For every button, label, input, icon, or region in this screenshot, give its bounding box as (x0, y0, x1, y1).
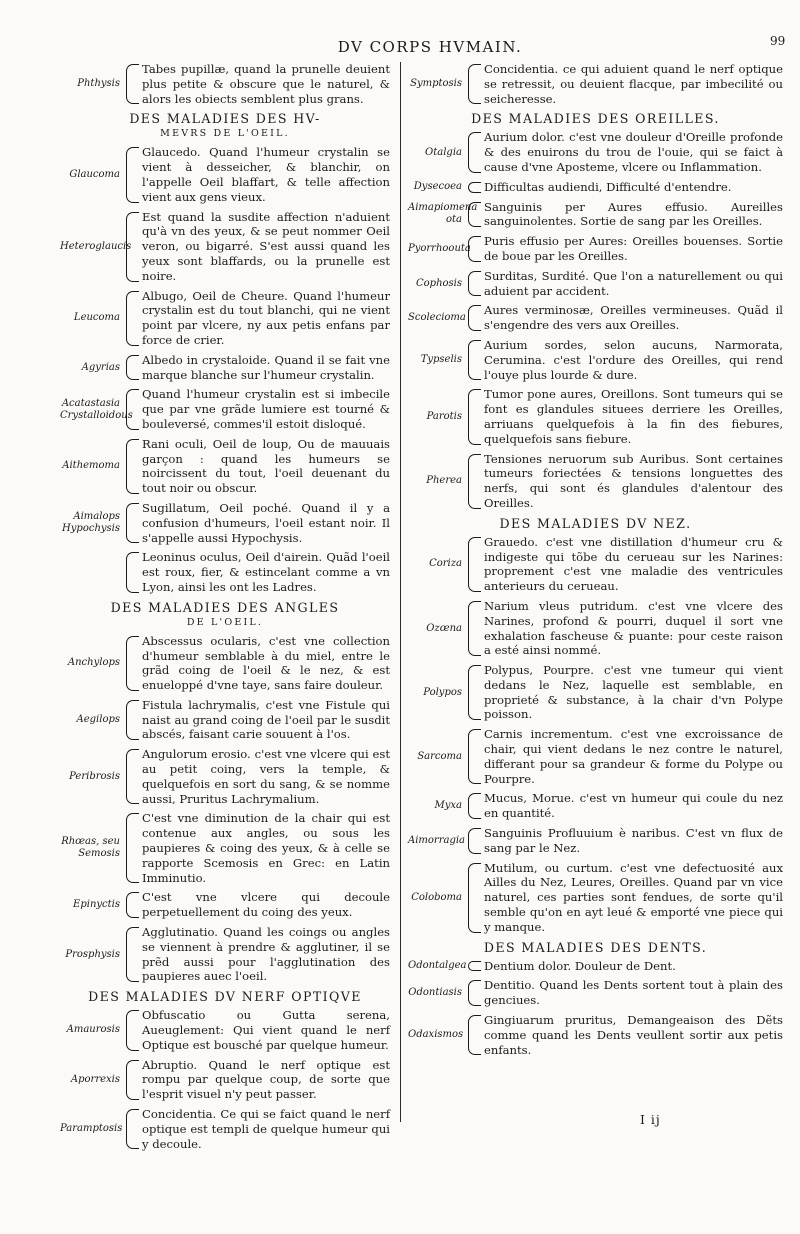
disease-term: Coloboma (411, 891, 462, 903)
disease-entry (408, 959, 783, 974)
section-heading-subtext: DE L'OEIL. (186, 616, 264, 628)
disease-entry (408, 130, 783, 174)
disease-entry (60, 437, 390, 496)
disease-entry (60, 1008, 390, 1052)
brace-mark (126, 892, 139, 918)
section-heading-subtext: MEVRS DE L'OEIL. (160, 128, 290, 140)
brace-mark (126, 212, 139, 282)
brace-mark (468, 64, 481, 104)
disease-entry (60, 698, 390, 742)
disease-entry (60, 210, 390, 284)
disease-term: Glaucoma (69, 168, 120, 180)
section-heading (408, 111, 783, 126)
brace-mark (468, 601, 481, 656)
disease-description: Dentium dolor. Douleur de Dent. (484, 958, 676, 973)
brace-mark (126, 749, 139, 804)
disease-entry (408, 452, 783, 511)
disease-description: Sanguinis per Aures effusio. Aureilles sanguinolentes. Sortie de sang par les Oreilles. (484, 199, 783, 229)
brace-mark (126, 813, 139, 883)
disease-term: Scolecioma (408, 312, 466, 324)
brace-mark (126, 291, 139, 346)
brace-mark (468, 793, 481, 819)
disease-entry (60, 925, 390, 984)
disease-entry (60, 1107, 390, 1151)
disease-term: Parotis (426, 410, 462, 422)
disease-description: Rani oculi, Oeil de loup, Ou de mauuais garçon : quand les humeurs se noircissent du tout, l'oeil deuenant du tout noir ou obscur. (142, 436, 390, 496)
disease-term: Odontiasis (408, 987, 462, 999)
disease-entry (408, 599, 783, 658)
disease-entry (408, 1013, 783, 1057)
brace-mark (468, 132, 481, 172)
brace-mark (126, 64, 139, 104)
disease-term: Typselis (420, 354, 462, 366)
disease-term: Coriza (429, 558, 462, 570)
brace-mark (468, 537, 481, 592)
disease-term: Prosphysis (65, 948, 120, 960)
disease-entry (408, 62, 783, 106)
section-heading (408, 516, 783, 531)
disease-term: Acatastasia Crystalloidous (60, 397, 133, 421)
disease-entry (60, 353, 390, 383)
brace-mark (126, 147, 139, 202)
disease-entry (408, 180, 783, 195)
disease-term: Rhœas, seu Semosis (61, 836, 120, 860)
disease-term: Aegilops (76, 714, 120, 726)
disease-entry (408, 861, 783, 935)
disease-description: Carnis incrementum. c'est vne excroissance de chair, qui vient dedans le nez contre le naturel, differant pour sa grandeur & forme du Polype ou Pourpre. (484, 727, 783, 786)
section-heading-text: DES MALADIES DES ANGLES (110, 599, 340, 615)
disease-description: Mutilum, ou curtum. c'est vne defectuosité aux Ailles du Nez, Leures, Oreilles. Quand par vn vice naturel, ces parties sont fendues, de sorte qu'il semble qu'on en ayt leué & emporté vne piece qui y manque. (484, 860, 783, 934)
section-heading (60, 989, 390, 1004)
disease-entry (60, 634, 390, 693)
brace-mark (468, 863, 481, 933)
disease-term: Aimapiomena ota (408, 202, 478, 226)
disease-description: Tabes pupillæ, quand la prunelle deuient plus petite & obscure que le naturel, & alors les obiects semblent plus grans. (142, 62, 390, 106)
disease-description: Polypus, Pourpre. c'est vne tumeur qui vient dedans le Nez, laquelle est semblable, en proprieté & substance, à la chair d'vn Polype poisson. (484, 663, 783, 722)
section-heading-text: DES MALADIES DES DENTS. (483, 939, 708, 955)
disease-description: Glaucedo. Quand l'humeur crystalin se vient à desseicher, & blanchir, on l'appelle Oeil blaffart, & telle affection vient aux gens vieux. (142, 145, 390, 204)
disease-term: Aimalops Hypochysis (62, 511, 120, 535)
brace-mark (126, 552, 139, 592)
disease-term: Otalgia (425, 146, 462, 158)
disease-description: Narium vleus putridum. c'est vne vlcere des Narines, profond & pourri, duquel il sort vne exhalation fascheuse & puante: pour ceste raison a esté ainsi nommé. (484, 598, 783, 658)
disease-entry (60, 289, 390, 348)
section-heading (60, 111, 390, 141)
disease-description: Abruptio. Quand le nerf optique est rompu par quelque coup, de sorte que l'esprit visuel n'y peut passer. (142, 1057, 390, 1102)
disease-description: Albedo in crystaloide. Quand il se fait vne marque blanche sur l'humeur crystalin. (142, 352, 390, 382)
brace-mark (468, 665, 481, 720)
disease-entry (408, 535, 783, 594)
disease-description: Surditas, Surdité. Que l'on a naturellement ou qui aduient par accident. (484, 268, 783, 298)
disease-term: Agyrias (81, 361, 120, 373)
page-number: 99 (770, 34, 786, 48)
disease-description: Fistula lachrymalis, c'est vne Fistule qui naist au grand coing de l'oeil par le susdit abscés, faisant carie souuent à l'os. (142, 697, 390, 742)
disease-description: Aurium dolor. c'est vne douleur d'Oreille profonde & des enuirons du trou de l'ouie, qui se faict à cause d'vne Aposteme, vlcere ou Inflammation. (484, 130, 783, 174)
disease-description: Puris effusio per Aures: Oreilles bouenses. Sortie de boue par les Oreilles. (484, 234, 783, 263)
brace-mark (468, 729, 481, 784)
disease-term: Amaurosis (66, 1024, 120, 1036)
disease-entry (60, 747, 390, 806)
disease-term: Paramptosis (60, 1123, 123, 1135)
disease-term: Aporrexis (70, 1073, 120, 1085)
disease-description: Abscessus ocularis, c'est vne collection d'humeur semblable à du miel, entre le grãd coing de l'oeil & le nez, & est enueloppé d'vne taye, sans faire douleur. (142, 633, 390, 693)
disease-term: Anchylops (67, 657, 120, 669)
brace-mark (126, 355, 139, 381)
disease-term: Epinyctis (73, 899, 120, 911)
brace-mark (468, 236, 481, 262)
brace-mark (468, 340, 481, 380)
disease-term: Phthysis (77, 78, 120, 90)
disease-description: Sanguinis Profluuium è naribus. C'est vn flux de sang par le Nez. (484, 826, 783, 855)
disease-entry (408, 663, 783, 722)
disease-description: Aures verminosæ, Oreilles vermineuses. Quãd il s'engendre des vers aux Oreilles. (484, 303, 783, 333)
disease-entry (60, 145, 390, 204)
disease-term: Odontalgea (408, 960, 467, 972)
disease-description: Concidentia. ce qui aduient quand le nerf optique se retressit, ou deuient flacque, par imbecilité ou seicheresse. (484, 62, 783, 106)
disease-entry (408, 338, 783, 382)
brace-mark (468, 305, 481, 331)
disease-entry (60, 890, 390, 920)
disease-term: Aimorragia (408, 834, 466, 846)
brace-mark (126, 439, 139, 494)
disease-term: Pyorrhoouta (408, 242, 471, 254)
disease-description: C'est vne diminution de la chair qui est contenue aux angles, ou sous les paupieres & coing des yeux, & à celle se rapporte Scemosis en Grec: en Latin Imminutio. (142, 811, 390, 885)
disease-entry (60, 62, 390, 106)
disease-description: Gingiuarum pruritus, Demangeaison des Dẽts comme quand les Dents veullent sortir aux petis enfants. (484, 1013, 783, 1057)
disease-description: Concidentia. Ce qui se faict quand le nerf optique est templi de quelque humeur qui y decoule. (142, 1107, 390, 1151)
disease-term: Odaxismos (408, 1029, 464, 1041)
disease-term: Pherea (426, 475, 462, 487)
brace-mark (468, 961, 481, 972)
disease-description: Grauedo. c'est vne distillation d'humeur cru & indigeste qui tõbe du cerueau sur les Narines: proprement c'est vne maladie des ventricules anterieurs du cerueau. (484, 534, 783, 594)
section-heading-text: DES MALADIES DES OREILLES. (471, 111, 720, 127)
disease-entry (60, 811, 390, 885)
column-divider (400, 62, 401, 1122)
section-heading (408, 940, 783, 955)
disease-entry (408, 303, 783, 333)
disease-description: Sugillatum, Oeil poché. Quand il y a confusion d'humeurs, l'oeil estant noir. Il s'appelle aussi Hypochysis. (142, 500, 390, 545)
disease-description: Agglutinatio. Quand les coings ou angles se viennent à prendre & agglutiner, il se prẽd aussi pour l'agglutination des paupieres auec l'oeil. (142, 925, 390, 984)
disease-entry (408, 727, 783, 786)
brace-mark (126, 389, 139, 429)
disease-entry (408, 200, 783, 230)
disease-term: Ozœna (426, 622, 462, 634)
brace-mark (126, 700, 139, 740)
running-head: DV CORPS HVMAIN. (337, 38, 523, 56)
disease-term: Peribrosis (69, 770, 120, 782)
disease-description: Dentitio. Quand les Dents sortent tout à plain des genciues. (484, 978, 783, 1008)
disease-description: Tensiones neruorum sub Auribus. Sont certaines tumeurs foriectées & tensions longuettes des nerfs, qui sont és glandules d'alentour des Oreilles. (484, 451, 783, 510)
disease-term: Cophosis (416, 277, 462, 289)
disease-entry (408, 826, 783, 856)
disease-term: Dysecoea (413, 181, 462, 193)
disease-term: Sarcoma (417, 750, 462, 762)
disease-entry (60, 550, 390, 594)
disease-description: Tumor pone aures, Oreillons. Sont tumeurs qui se font es glandules situees derriere les Oreilles, arriuans quelquefois à la fin des fiebures, quelquefois sans fiebure. (484, 387, 783, 446)
disease-entry (408, 269, 783, 299)
disease-entry (408, 234, 783, 264)
disease-term: Symptosis (410, 78, 462, 90)
disease-entry (60, 387, 390, 431)
disease-entry (60, 1058, 390, 1102)
section-heading-text: DES MALADIES DV NERF OPTIQVE (88, 989, 362, 1005)
disease-entry (60, 501, 390, 545)
brace-mark (126, 1060, 139, 1100)
disease-entry (408, 387, 783, 446)
disease-description: Difficultas audiendi, Difficulté d'entendre. (484, 179, 732, 194)
section-heading (60, 600, 390, 630)
disease-term: Polypos (423, 686, 462, 698)
right-column (408, 62, 783, 1062)
brace-mark (468, 454, 481, 509)
disease-description: Albugo, Oeil de Cheure. Quand l'humeur crystalin est du tout blanchi, qui ne vient point par vlcere, ny aux petis enfans par force de crier. (142, 288, 390, 347)
brace-mark (126, 927, 139, 982)
disease-entry (408, 978, 783, 1008)
disease-description: Aurium sordes, selon aucuns, Narmorata, Cerumina. c'est l'ordure des Oreilles, qui rend l'ouye plus lourde & dure. (484, 337, 783, 382)
brace-mark (468, 980, 481, 1006)
disease-term: Leucoma (73, 312, 120, 324)
section-heading-text: DES MALADIES DES HV- (129, 111, 321, 127)
signature-mark: I ij (640, 1112, 661, 1127)
brace-mark (468, 389, 481, 444)
disease-description: Obfuscatio ou Gutta serena, Aueuglement: Qui vient quand le nerf Optique est bousché par quelque humeur. (142, 1008, 390, 1052)
section-heading-text: DES MALADIES DV NEZ. (499, 515, 692, 531)
disease-term: Myxa (434, 800, 462, 812)
brace-mark (126, 636, 139, 691)
disease-description: Est quand la susdite affection n'aduient qu'à vn des yeux, & se peut nommer Oeil veron, ou bigarré. S'est aussi quand les yeux sont blaffards, ou la prunelle est noire. (142, 209, 390, 283)
brace-mark (468, 271, 481, 297)
disease-description: C'est vne vlcere qui decoule perpetuellement du coing des yeux. (142, 890, 390, 920)
brace-mark (126, 503, 139, 543)
brace-mark (468, 828, 481, 854)
disease-description: Leoninus oculus, Oeil d'airein. Quãd l'oeil est roux, fier, & estincelant comme a vn Lyon, ainsi les ont les Ladres. (142, 550, 390, 594)
brace-mark (126, 1010, 139, 1050)
disease-entry (408, 791, 783, 821)
disease-term: Aithemoma (62, 460, 120, 472)
disease-term: Heteroglaucis (60, 240, 132, 252)
disease-description: Quand l'humeur crystalin est si imbecile que par vne grãde lumiere est tourné & bouleversé, commes'il estoit disloqué. (142, 387, 390, 431)
disease-description: Angulorum erosio. c'est vne vlcere qui est au petit coing, vers la temple, & quelquefois en sort du sang, & se nomme aussi, Pruritus Lachrymalium. (142, 747, 390, 806)
brace-mark (468, 182, 481, 193)
brace-mark (468, 202, 481, 228)
disease-description: Mucus, Morue. c'est vn humeur qui coule du nez en quantité. (484, 791, 783, 821)
brace-mark (468, 1015, 481, 1055)
brace-mark (126, 1109, 139, 1149)
left-column (60, 62, 390, 1156)
